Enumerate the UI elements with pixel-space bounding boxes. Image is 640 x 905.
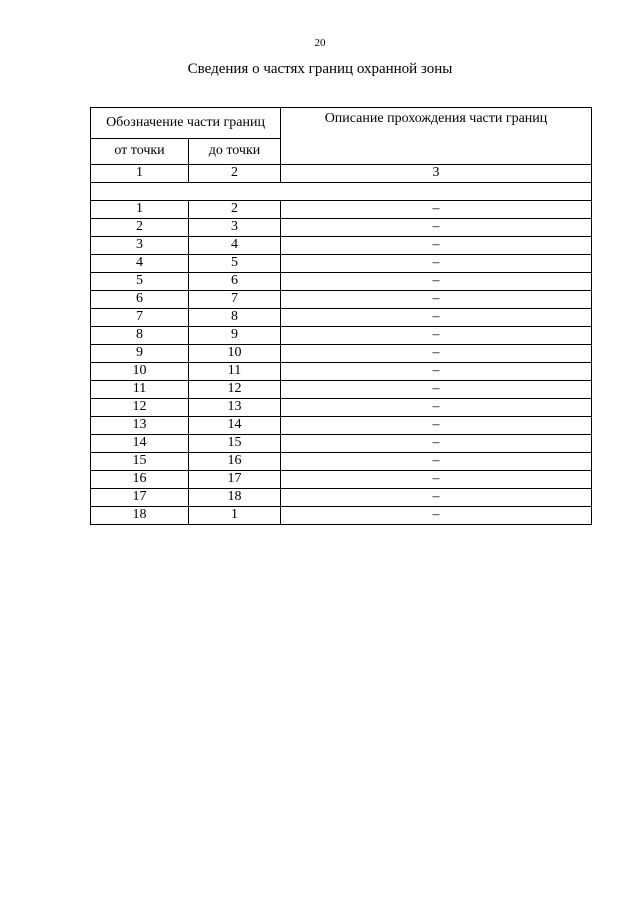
page-number: 20 [314,37,326,49]
cell-to: 8 [189,308,281,326]
cell-desc: – [281,272,592,290]
table-row [91,254,592,272]
cell-from: 11 [91,380,189,398]
cell-desc: – [281,254,592,272]
cell-to: 9 [189,326,281,344]
cell-to: 16 [189,452,281,470]
cell-desc: – [281,326,592,344]
cell-to: 18 [189,488,281,506]
cell-from: 17 [91,488,189,506]
blank-row [91,182,592,200]
cell-from: 18 [91,506,189,524]
table-row [91,218,592,236]
column-number-3: 3 [281,164,592,182]
cell-desc: – [281,452,592,470]
column-number-row [91,164,592,182]
cell-from: 12 [91,398,189,416]
cell-from: 2 [91,218,189,236]
cell-to: 2 [189,200,281,218]
cell-desc: – [281,236,592,254]
cell-to: 10 [189,344,281,362]
table-row [91,290,592,308]
cell-to: 11 [189,362,281,380]
table-row [91,398,592,416]
cell-desc: – [281,362,592,380]
description-header-continuation [281,138,592,164]
cell-desc: – [281,434,592,452]
table-row [91,434,592,452]
table-row [91,308,592,326]
cell-to: 14 [189,416,281,434]
table-row [91,344,592,362]
cell-to: 17 [189,470,281,488]
cell-desc: – [281,506,592,524]
cell-desc: – [281,218,592,236]
cell-to: 4 [189,236,281,254]
cell-from: 13 [91,416,189,434]
cell-desc: – [281,200,592,218]
column-number-2: 2 [189,164,281,182]
cell-desc: – [281,380,592,398]
cell-to: 7 [189,290,281,308]
cell-to: 6 [189,272,281,290]
blank-cell [91,182,592,200]
description-header: Описание прохождения части границ [281,108,592,139]
cell-from: 6 [91,290,189,308]
table-row [91,416,592,434]
table-body [91,108,592,525]
table-row [91,506,592,524]
cell-from: 10 [91,362,189,380]
cell-to: 12 [189,380,281,398]
table-row [91,272,592,290]
cell-from: 14 [91,434,189,452]
cell-to: 13 [189,398,281,416]
cell-desc: – [281,488,592,506]
cell-from: 1 [91,200,189,218]
header-row-2 [91,138,592,164]
table-row [91,326,592,344]
column-number-1: 1 [91,164,189,182]
cell-desc: – [281,344,592,362]
boundary-parts-table [90,107,592,525]
cell-from: 5 [91,272,189,290]
cell-from: 16 [91,470,189,488]
cell-desc: – [281,290,592,308]
table-row [91,488,592,506]
to-point-header: до точки [189,138,281,164]
table-row [91,452,592,470]
header-row-1 [91,108,592,139]
from-point-header: от точки [91,138,189,164]
cell-to: 1 [189,506,281,524]
table-row [91,200,592,218]
table-row [91,362,592,380]
cell-from: 8 [91,326,189,344]
cell-desc: – [281,470,592,488]
cell-from: 7 [91,308,189,326]
table-row [91,380,592,398]
cell-from: 9 [91,344,189,362]
designation-header: Обозначение части границ [91,108,281,139]
cell-desc: – [281,416,592,434]
cell-desc: – [281,398,592,416]
cell-from: 4 [91,254,189,272]
cell-to: 5 [189,254,281,272]
cell-from: 15 [91,452,189,470]
table-row [91,470,592,488]
cell-to: 3 [189,218,281,236]
cell-desc: – [281,308,592,326]
table-row [91,236,592,254]
cell-to: 15 [189,434,281,452]
cell-from: 3 [91,236,189,254]
document-title: Сведения о частях границ охранной зоны [187,61,453,77]
